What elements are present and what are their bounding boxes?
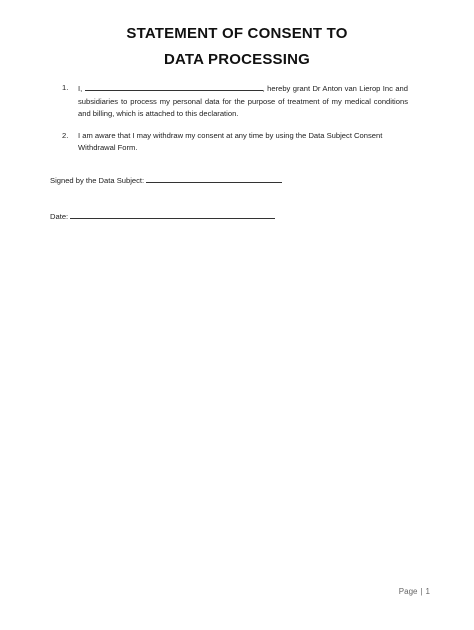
list-item-text [78, 82, 408, 121]
list-item-number: 2. [62, 130, 69, 140]
consent-prefix: I, [78, 84, 85, 93]
date-line [50, 210, 275, 221]
consent-suffix: , hereby grant Dr Anton van Lierop Inc and subsidiaries to process my personal data for the purpose of treatment of my medical conditions and billing, which is attached to this declaration. [78, 84, 408, 119]
name-blank-field[interactable] [85, 82, 263, 91]
list-item-text: I am aware that I may withdraw my consent at any time by using the Data Subject Consent Withdrawal Form. [78, 130, 383, 153]
list-item-number: 1. [62, 83, 69, 92]
document-title-line-2: DATA PROCESSING [163, 51, 311, 68]
page-label: Page [398, 587, 418, 596]
signature-blank-field[interactable] [146, 174, 282, 183]
page-number: 1 [425, 587, 430, 596]
signed-label: Signed by the Data Subject: [50, 176, 147, 185]
date-label: Date: [50, 212, 71, 221]
date-blank-field[interactable] [70, 210, 275, 219]
list-item [62, 82, 408, 121]
page-separator: | [420, 587, 423, 596]
signature-line [50, 174, 282, 185]
consent-list [62, 82, 408, 164]
document-title-line-1: STATEMENT OF CONSENT TO [126, 25, 348, 42]
list-item [62, 130, 408, 155]
page-footer [399, 587, 430, 596]
